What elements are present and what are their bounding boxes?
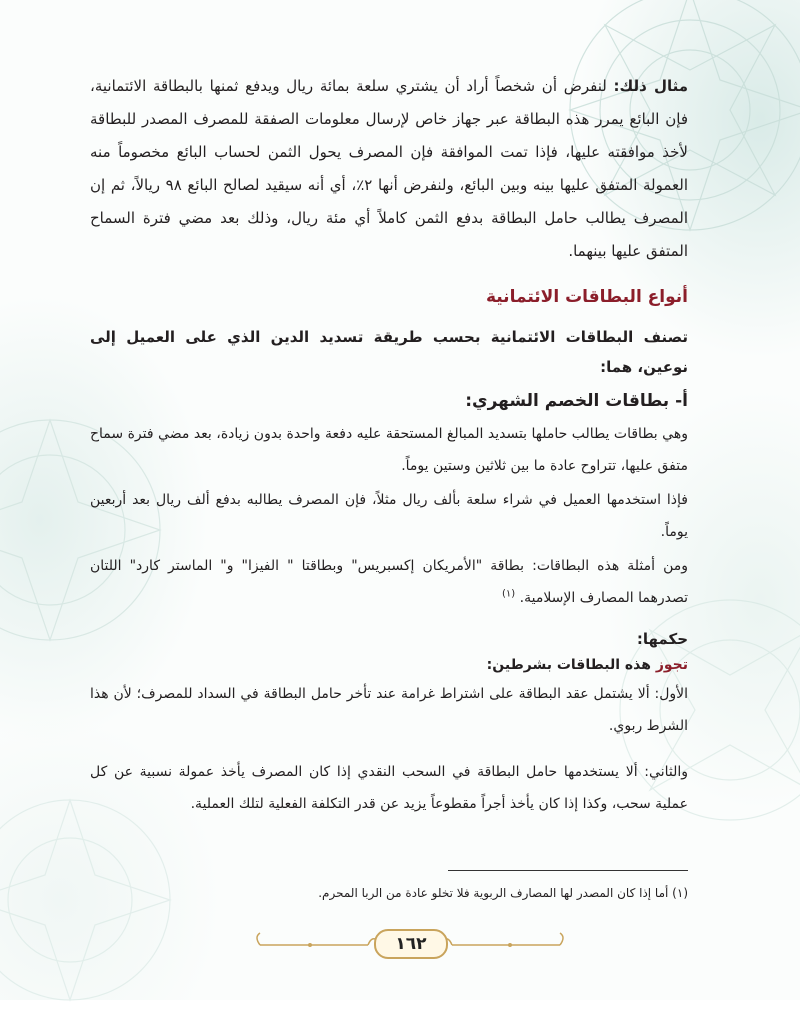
monthly-definition: وهي بطاقات يطالب حاملها بتسديد المبالغ المستحقة عليه دفعة واحدة بدون زيادة، بعد مضي فترة سماح متفق عليها، تتراوح عادة ما بين ثلاثين وستين يوماً. [90,426,688,474]
example-lead: مثال ذلك: [613,77,689,95]
classification-paragraph: تصنف البطاقات الائتمانية بحسب طريقة تسديد الدين الذي على العميل إلى نوعين، هما: [90,328,688,376]
ruling-intro-text: هذه البطاقات بشرطين: [486,657,651,673]
page-body [90,70,688,820]
second-condition: والثاني: ألا يستخدمها حامل البطاقة في السحب النقدي إذا كان المصرف يأخذ عمولة نسبية عن كل عملية سحب، وكذا إذا كان يأخذ أجراً مقطوعاً يزيد عن قدر التكلفة الفعلية لتلك العملية. [90,764,688,812]
paragraph-spacer [90,742,688,756]
footnote-divider [448,870,688,871]
example-text: لنفرض أن شخصاً أراد أن يشتري سلعة بمائة ريال ويدفع ثمنها بالبطاقة الائتمانية، فإن البائع يمرر هذه البطاقة عبر جهاز خاص لإرسال معلومات الصفقة للمصرف المصدر للبطاقة لأخذ موافقته عليها، فإذا تمت الموافقة فإن المصرف يحول الثمن لحساب البائع مخصوماً منه العمولة المتفق عليها بينه وبين البائع، ولنفرض أنها ٢٪، أي أنه سيقيد لصالح البائع ٩٨ ريالاً، ثم إن المصرف يطالب حامل البطاقة بدفع الثمن كاملاً أي مئة ريال، وذلك بعد مضي فترة السماح المتفق عليها بينهما. [90,77,688,260]
page-number-ornament [0,925,800,965]
footnote: (١) أما إذا كان المصدر لها المصارف الربوية فلا تخلو عادة من الربا المحرم. [318,886,688,900]
first-condition: الأول: ألا يشتمل عقد البطاقة على اشتراط غرامة عند تأخر حامل البطاقة في السداد للمصرف؛ لأن هذا الشرط ربوي. [90,686,688,734]
monthly-cards-heading: أ- بطاقات الخصم الشهري: [465,391,688,411]
monthly-card-examples-text: ومن أمثلة هذه البطاقات: بطاقة "الأمريكان إكسبريس" وبطاقتا " الفيزا" و" الماستر كارد" اللتان تصدرهما المصارف الإسلامية. [90,558,688,606]
ruling-title: حكمها: [636,630,688,648]
ruling-intro [90,652,688,678]
footnote-reference[interactable]: (١) [502,588,516,600]
page-number: ١٦٢ [374,929,448,959]
section-title: أنواع البطاقات الائتمانية [485,287,688,307]
ruling-intro-keyword: تجوز [655,657,688,673]
monthly-example: فإذا استخدمها العميل في شراء سلعة بألف ريال مثلاً، فإن المصرف يطالبه بدفع ألف ريال بعد أربعين يوماً. [90,492,688,540]
example-paragraph [90,70,688,268]
monthly-card-examples [90,550,688,614]
